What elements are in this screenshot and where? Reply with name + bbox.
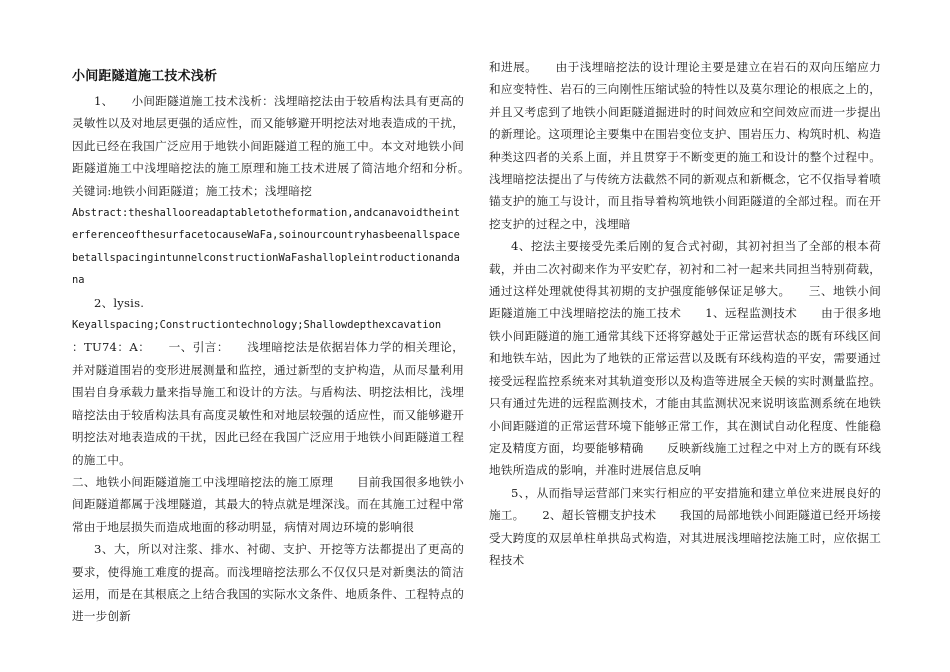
right-column [489,56,881,571]
abstract-paragraph: Abstract:theshallooreadaptabletotheformation,andcanavoidtheinterferenceofthesurfacetocauseWaFa,soinourcountryhasbeenallspacebetallspacingintunnelconstructionWaFashallopleintroductionandana [72,207,460,287]
theory-paragraph: 和进展。 由于浅埋暗挖法的设计理论主要是建立在岩石的双向压缩应力和应变特性、岩石的三向刚性压缩试验的特性以及莫尔理论的根底之上的，并且又考虑到了地铁小间距隧道掘进时的时间效应和空间效应而进一步提出的新理论。这项理论主要集中在围岩变位支护、围岩压力、构筑时机、构造种类这四者的关系上面，并且贯穿于不断变更的施工和设计的整个过程中。浅埋暗挖法提出了与传统方法截然不同的新观点和新概念，它不仅指导着喷锚支护的施工与设计，而且指导着构筑地铁小间距隧道的全部过程。而在开挖支护的过程之中，浅埋暗 [489,60,881,231]
paragraph-4: 4、挖法主要接受先柔后刚的复合式衬砌，其初衬担当了全部的根本荷载，并由二次衬砌来作为平安贮存，初衬和二衬一起来共同担当特别荷载，通过这样处理就使得其初期的支护强度能够保证足够大。 三、地铁小间距隧道施工中浅埋暗挖法的施工技术 1、远程监测技术 由于很多地铁小间距隧道的施工通常其线下还将穿越处于正常运营状态的既有环线区间和地铁车站，因此为了地铁的正常运营以及既有环线构造的平安，需要通过接受远程监控系统来对其轨道变形以及构造等进展全天候的实时测量监控。只有通过先进的远程监测技术，才能由其监测状况来说明该监测系统在地铁小间距隧道的正常运营环境下能够正常工作，其在测试自动化程度、性能稳定及精度方面，均要能够精确 反映新线施工过程之中对上方的既有环线地铁所造成的影响，并准时进展信息反响 [489,239,881,478]
introduction-paragraph: ：TU74：A： 一、引言： 浅埋暗挖法是依据岩体力学的相关理论，并对隧道围岩的变形进展测量和监控，通过新型的支护构造，从而尽量利用围岩自身承载力量来指导施工和设计的方法。与盾构法、明挖法相比，浅埋暗挖法由于较盾构法具有高度灵敏性和对地层较强的适应性，而又能够避开明挖法对地表造成的干扰，因此已经在我国广泛应用于地铁小间距隧道工程的施工中。 [72,340,464,467]
document-title: 小间距隧道施工技术浅析 [72,69,218,84]
keywords-paragraph: Keyallspacing;Constructiontechnology;Shallowdepthexcavation [72,319,442,332]
paragraph-5: 5、，从而指导运营部门来实行相应的平安措施和建立单位来进展良好的施工。 2、超长管棚支护技术 我国的局部地铁小间距隧道已经开场接受大跨度的双层单柱单拱岛式构造，对其进展浅埋暗挖法施工时，应依据工程技术 [489,485,881,567]
paragraph-3: 3、大，所以对注浆、排水、衬砌、支护、开挖等方法都提出了更高的要求，使得施工难度的提高。而浅埋暗挖法那么不仅仅只是对新奥法的简洁运用，而是在其根底之上结合我国的实际水文条件、地质条件、工程特点的进一步创新 [72,542,464,624]
paragraph-1: 1、 小间距隧道施工技术浅析：浅埋暗挖法由于较盾构法具有更高的灵敏性以及对地层更强的适应性，而又能够避开明挖法对地表造成的干扰，因此已经在我国广泛应用于地铁小间距隧道工程的施工中。本文对地铁小间距隧道施工中浅埋暗挖法的施工原理和施工技术进展了简洁地介绍和分析。 关键词:地铁小间距隧道；施工技术；浅埋暗挖 [72,94,488,198]
paragraph-2: 2、lysis. [94,295,145,310]
left-column [72,56,488,628]
section-two-paragraph: 二、地铁小间距隧道施工中浅埋暗挖法的施工原理 目前我国很多地铁小间距隧道都属于浅埋隧道，其最大的特点就是埋深浅。而在其施工过程中常常由于地层损失而造成地面的移动明显，病情对周边环境的影响很 [72,474,464,534]
